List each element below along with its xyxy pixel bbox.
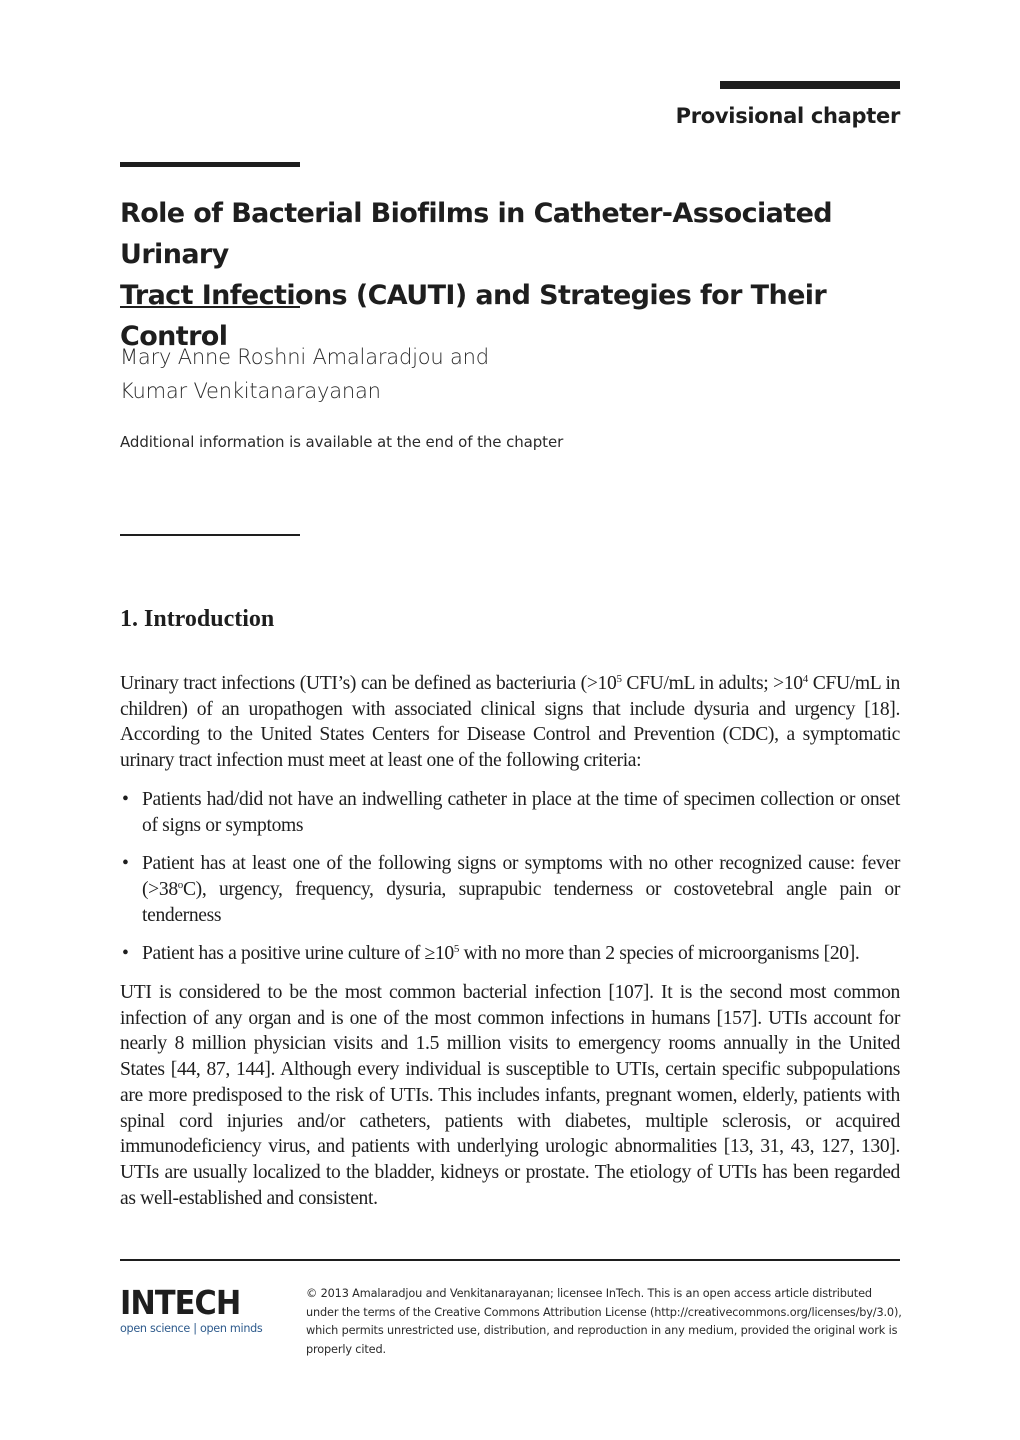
text-run: Patient has a positive urine culture of ≥10 — [142, 943, 454, 965]
paragraph-2: UTI is considered to be the most common bacterial infection [107]. It is the second most common infection of any organ and is one of the most common infections in humans [157]. UTIs account for nearly 8 million physician visits and 1.5 million visits to emergency rooms annually in the United States [44, 87, 144]. Although every individual is susceptible to UTIs, certain specific subpopulations are more predisposed to the risk of UTIs. This includes infants, pregnant women, elderly, patients with spinal cord injuries and/or catheters, patients with diabetes, multiple sclerosis, or acquired immunodeficiency virus, and patients with underlying urologic abnormalities [13, 31, 43, 127, 130]. UTIs are usually localized to the bladder, kidneys or prostate. The etiology of UTIs has been regarded as well-established and consistent. — [120, 982, 900, 1209]
text-run: Patient has at least one of the following signs or symptoms with no other recognized cause: fever (>38 — [142, 853, 900, 900]
chapter-title — [120, 193, 920, 357]
text-run: CFU/mL in children) of an uropathogen with associated clinical signs that include dysuria and urgency [18]. According to the United States Centers for Disease Control and Prevention (CDC), a symptomatic urinary tract infection must meet at least one of the following criteria: — [120, 673, 900, 772]
bullet-icon: • — [122, 943, 129, 965]
text-run: Urinary tract infections (UTI’s) can be defined as bacteriuria (>10 — [120, 673, 617, 694]
list-item — [120, 941, 900, 967]
logo-wordmark: INTECH — [120, 1283, 241, 1322]
text-run: C), urgency, frequency, dysuria, suprapubic tenderness or costovetebral angle pain or tenderness — [142, 878, 900, 926]
provisional-chapter-label: Provisional chapter — [675, 104, 900, 128]
author-line-2: Kumar Venkitanarayanan — [120, 379, 381, 403]
section-body — [120, 671, 900, 1211]
superscript: o — [177, 878, 183, 891]
list-item — [120, 851, 900, 928]
header-rule — [720, 81, 900, 89]
license-notice: © 2013 Amalaradjou and Venkitanarayanan; licensee InTech. This is an open access article distributed under the terms of the Creative Commons Attribution License (http://creativecommons.org/licenses/by/3.0), which permits unrestricted use, distribution, and reproduction in any medium, provided the original work is properly cited. — [306, 1287, 902, 1356]
superscript: 4 — [802, 673, 808, 685]
section-heading: 1. Introduction — [120, 606, 275, 632]
logo-tagline: open science | open minds — [120, 1322, 263, 1335]
chapter-title-line-1: Role of Bacterial Biofilms in Catheter-Associated Urinary — [120, 198, 833, 270]
authors-bottom-rule — [120, 534, 300, 536]
additional-info-note: Additional information is available at the end of the chapter — [120, 433, 564, 451]
text-run: with no more than 2 species of microorganisms [20]. — [459, 943, 860, 965]
intech-logo — [120, 1283, 263, 1335]
text-run: CFU/mL in adults; >10 — [621, 673, 803, 694]
chapter-title-line-2: Tract Infections (CAUTI) and Strategies for Their Control — [120, 280, 827, 352]
footer-rule — [120, 1259, 900, 1261]
criteria-list — [120, 787, 900, 967]
bullet-icon: • — [122, 853, 129, 875]
title-top-rule — [120, 162, 300, 167]
paragraph-1 — [120, 671, 900, 774]
author-line-1: Mary Anne Roshni Amalaradjou and — [120, 345, 489, 369]
superscript: 5 — [453, 943, 460, 956]
bullet-icon: • — [122, 788, 129, 810]
superscript: 5 — [616, 673, 622, 685]
list-item — [120, 787, 900, 838]
text-run: Patients had/did not have an indwelling catheter in place at the time of specimen collection or onset of signs or symptoms — [142, 788, 900, 836]
authors — [120, 340, 489, 408]
